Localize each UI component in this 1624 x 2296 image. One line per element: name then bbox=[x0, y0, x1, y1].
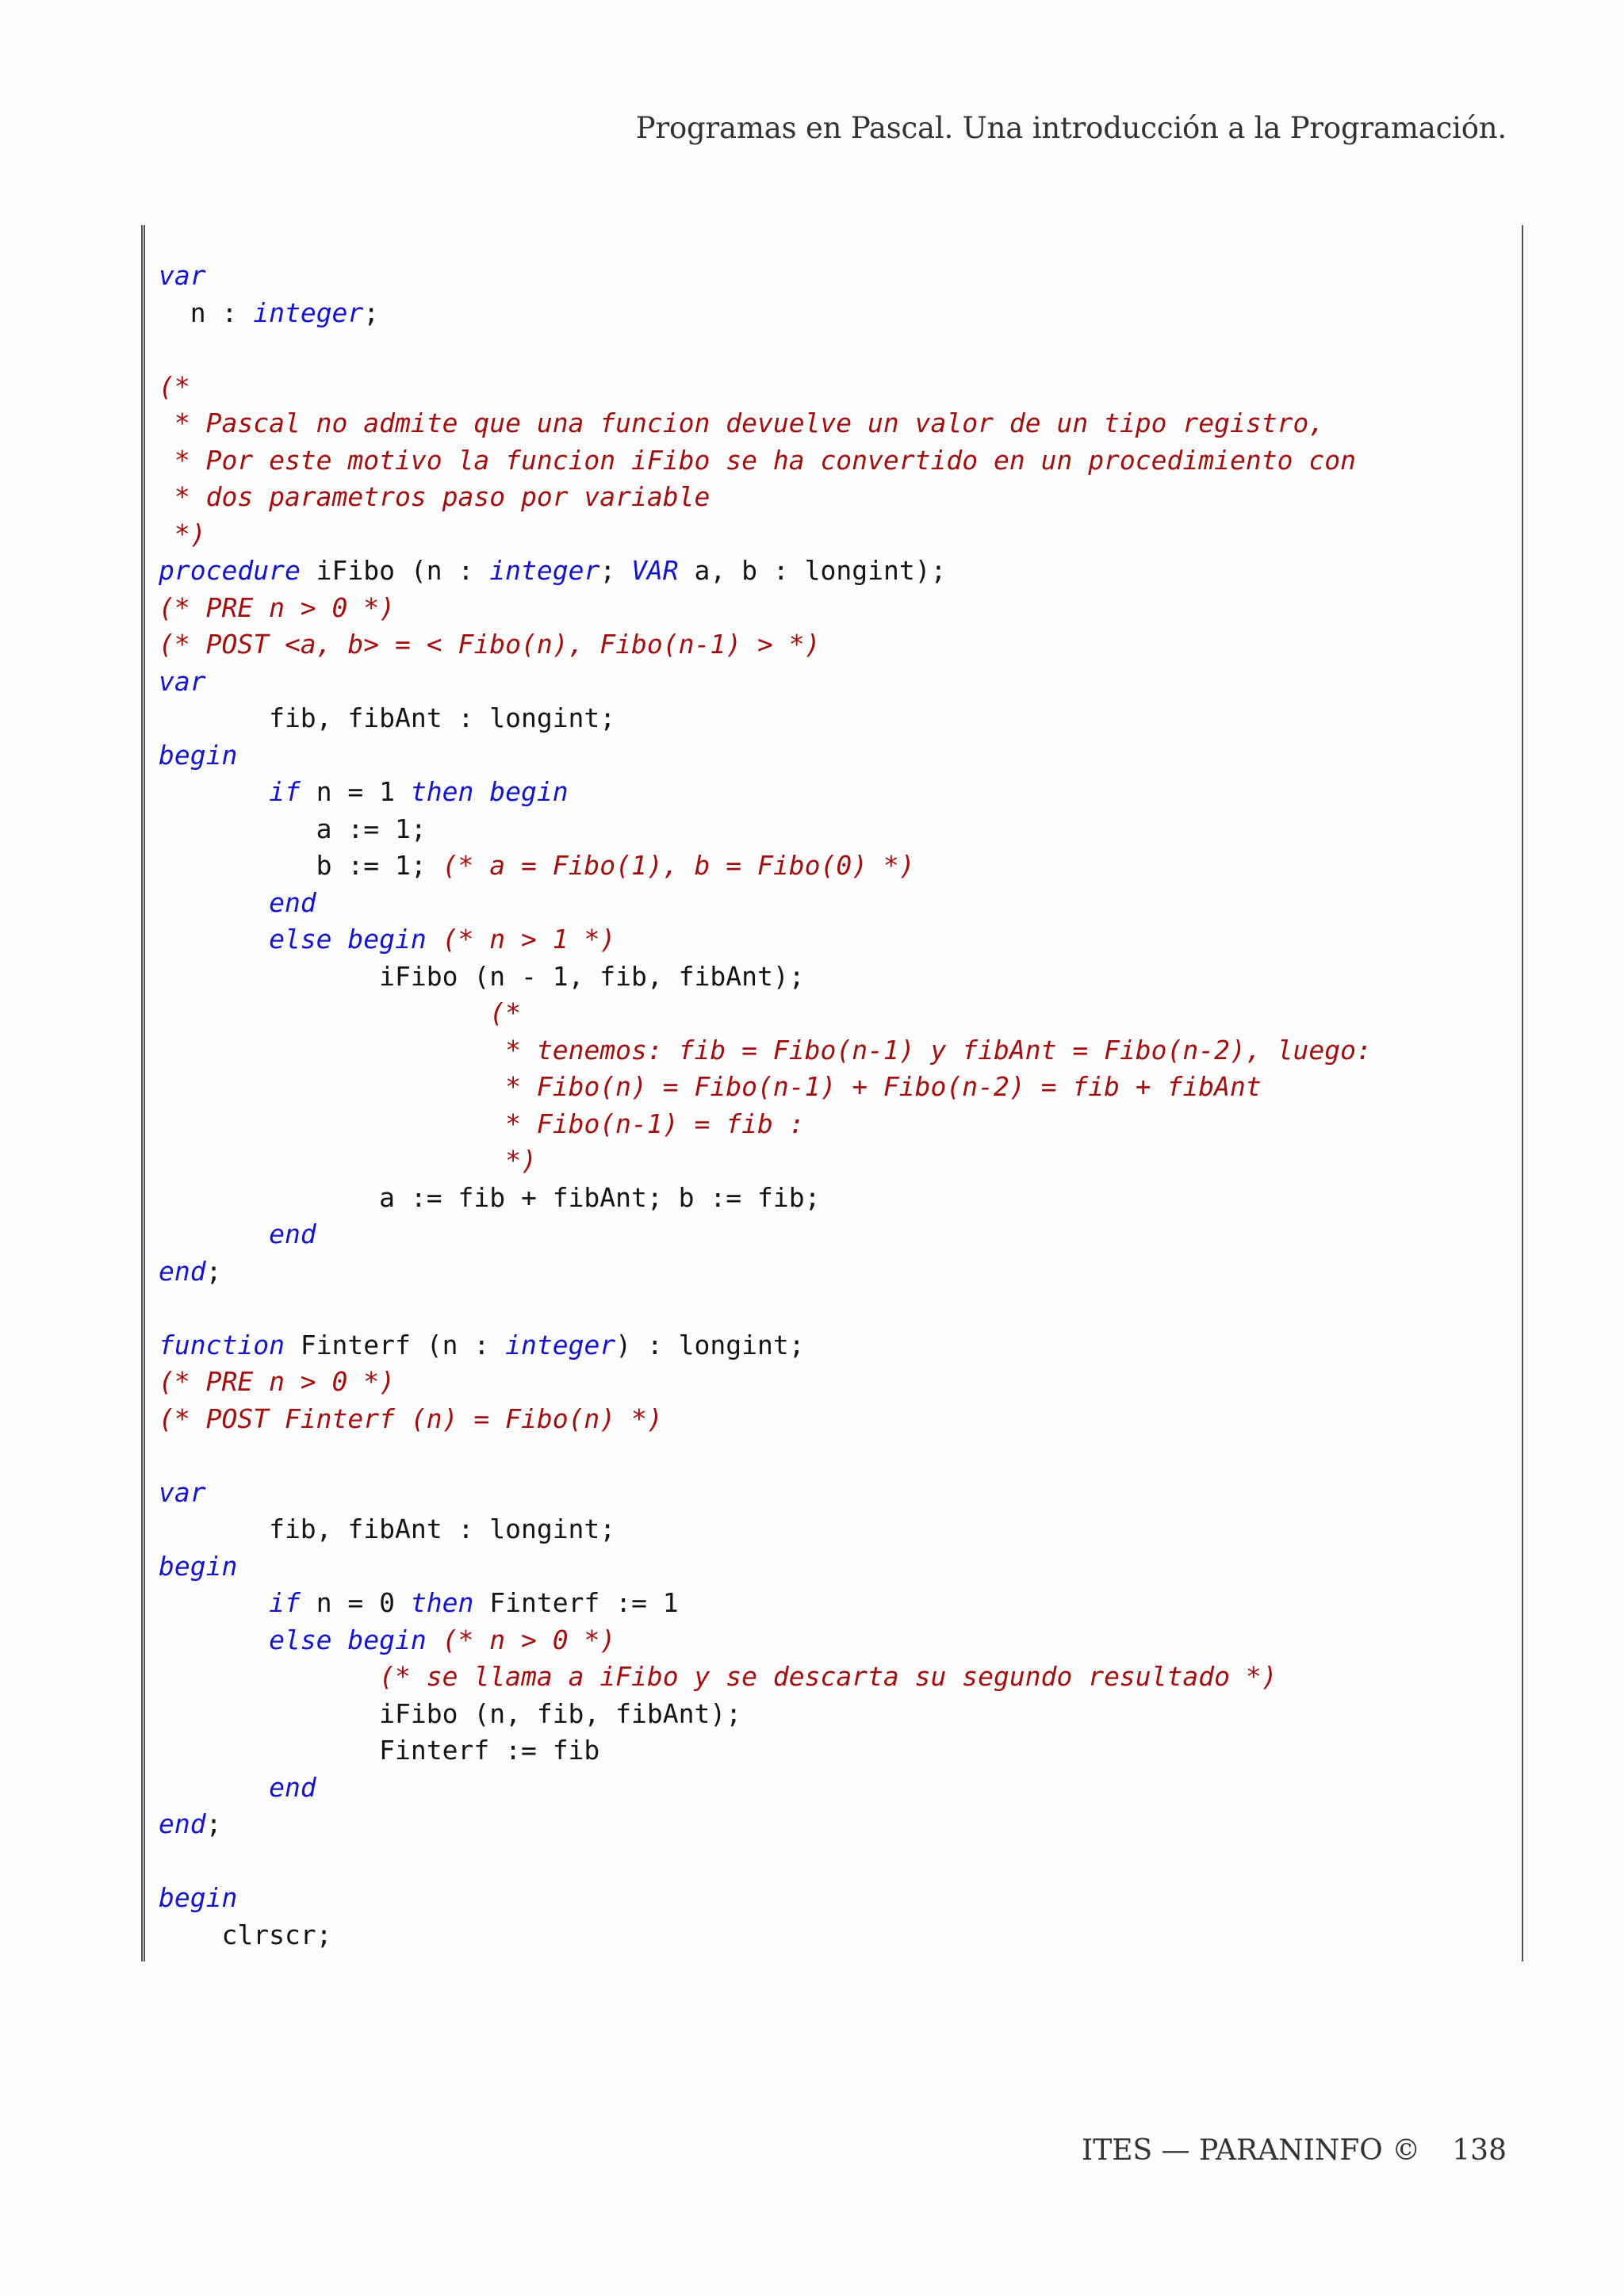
code-text bbox=[159, 887, 269, 918]
code-line bbox=[159, 626, 1507, 664]
comment: * Pascal no admite que una funcion devuelve un valor de un tipo registro, bbox=[159, 408, 1325, 438]
code-line bbox=[159, 959, 1507, 996]
code-line bbox=[159, 1622, 1507, 1659]
code-line bbox=[159, 1032, 1507, 1070]
code-line bbox=[159, 1106, 1507, 1143]
page-header bbox=[636, 111, 1507, 145]
code-line bbox=[159, 442, 1507, 480]
code-line bbox=[159, 774, 1507, 811]
comment: (* n > 1 *) bbox=[442, 924, 616, 955]
keyword: end bbox=[269, 1771, 316, 1803]
code-line bbox=[159, 1659, 1507, 1696]
code-line bbox=[159, 590, 1507, 627]
keyword: then begin bbox=[410, 776, 569, 807]
comment: (* bbox=[489, 997, 521, 1028]
comment: (* PRE n > 0 *) bbox=[159, 1366, 396, 1397]
keyword: integer bbox=[505, 1329, 616, 1360]
code-text bbox=[159, 776, 269, 807]
keyword: end bbox=[269, 886, 316, 918]
code-text: ; bbox=[205, 1255, 222, 1287]
comment: (* bbox=[159, 370, 190, 402]
code-line bbox=[159, 1216, 1507, 1253]
code-text: b := 1; bbox=[159, 850, 442, 881]
code-line bbox=[159, 1253, 1507, 1291]
code-text: Finterf (n : bbox=[284, 1329, 506, 1360]
page-number: 138 bbox=[1452, 2134, 1507, 2167]
keyword: else begin bbox=[269, 924, 427, 955]
code-text bbox=[159, 1661, 379, 1692]
code-line bbox=[159, 1696, 1507, 1733]
code-line bbox=[159, 1511, 1507, 1548]
code-text: a := fib + fibAnt; b := fib; bbox=[159, 1181, 821, 1213]
code-text: ; bbox=[205, 1808, 222, 1839]
code-line bbox=[159, 258, 1507, 295]
code-line bbox=[159, 921, 1507, 959]
code-line bbox=[159, 405, 1507, 442]
keyword: VAR bbox=[631, 555, 679, 586]
code-line bbox=[159, 1069, 1507, 1106]
code-line bbox=[159, 1180, 1507, 1217]
code-line bbox=[159, 295, 1507, 332]
running-title: Programas en Pascal. Una introducción a la Programación. bbox=[635, 111, 1507, 145]
code-text bbox=[159, 1035, 489, 1066]
comment: * Fibo(n-1) = fib : bbox=[489, 1108, 805, 1139]
code-text: iFibo (n - 1, fib, fibAnt); bbox=[159, 960, 805, 992]
code-text: fib, fibAnt : longint; bbox=[159, 702, 616, 733]
code-text: iFibo (n : bbox=[300, 555, 490, 586]
code-line bbox=[159, 811, 1507, 848]
keyword: end bbox=[159, 1808, 206, 1839]
code-text: Finterf := fib bbox=[159, 1735, 600, 1766]
code-line bbox=[159, 885, 1507, 922]
keyword: end bbox=[269, 1219, 316, 1249]
comment: * tenemos: fib = Fibo(n-1) y fibAnt = Fibo(n-2), luego: bbox=[489, 1034, 1372, 1066]
comment: * dos parametros paso por variable bbox=[159, 481, 710, 512]
code-line bbox=[159, 1364, 1507, 1401]
code-line bbox=[159, 553, 1507, 590]
code-line bbox=[159, 848, 1507, 885]
code-line bbox=[159, 1475, 1507, 1512]
code-line bbox=[159, 1401, 1507, 1438]
keyword: function bbox=[159, 1329, 285, 1360]
code-text: ; bbox=[363, 297, 380, 328]
code-text bbox=[159, 1624, 269, 1655]
keyword: if bbox=[269, 776, 301, 807]
comment: (* POST Finterf (n) = Fibo(n) *) bbox=[159, 1402, 663, 1434]
code-text: fib, fibAnt : longint; bbox=[159, 1513, 616, 1544]
code-line bbox=[159, 369, 1507, 406]
code-line bbox=[159, 1880, 1507, 1917]
code-text: Finterf := 1 bbox=[473, 1587, 679, 1618]
keyword: var bbox=[159, 260, 206, 291]
comment: (* n > 0 *) bbox=[442, 1624, 616, 1655]
code-text: iFibo (n, fib, fibAnt); bbox=[159, 1697, 742, 1729]
page-footer bbox=[1082, 2134, 1507, 2167]
keyword: integer bbox=[489, 555, 600, 586]
code-line bbox=[159, 1548, 1507, 1586]
keyword: procedure bbox=[159, 555, 301, 586]
comment: *) bbox=[489, 1145, 537, 1176]
keyword: else begin bbox=[269, 1624, 427, 1655]
code-text bbox=[159, 924, 269, 955]
code-text bbox=[159, 1587, 269, 1618]
code-text: ; bbox=[599, 555, 632, 586]
code-line bbox=[159, 737, 1507, 775]
code-line bbox=[159, 479, 1507, 516]
code-text: clrscr; bbox=[159, 1919, 332, 1950]
publisher-credit: ITES — PARANINFO © bbox=[1082, 2134, 1421, 2167]
code-line bbox=[159, 995, 1507, 1032]
code-line bbox=[159, 1437, 1507, 1475]
code-text bbox=[427, 924, 442, 955]
code-line bbox=[159, 1917, 1507, 1954]
keyword: if bbox=[269, 1587, 301, 1618]
code-text bbox=[159, 1145, 489, 1176]
comment: (* PRE n > 0 *) bbox=[159, 591, 396, 623]
keyword: begin bbox=[159, 739, 238, 771]
code-line bbox=[159, 664, 1507, 701]
code-listing bbox=[159, 258, 1507, 1954]
keyword: var bbox=[159, 665, 206, 697]
keyword: begin bbox=[159, 1550, 238, 1582]
code-text: a := 1; bbox=[159, 813, 427, 844]
comment: * Fibo(n) = Fibo(n-1) + Fibo(n-2) = fib + fibAnt bbox=[489, 1071, 1262, 1102]
code-line bbox=[159, 331, 1507, 369]
code-line bbox=[159, 1770, 1507, 1807]
comment: (* a = Fibo(1), b = Fibo(0) *) bbox=[442, 850, 915, 881]
comment: (* se llama a iFibo y se descarta su segundo resultado *) bbox=[379, 1661, 1277, 1692]
code-line bbox=[159, 1585, 1507, 1622]
code-line bbox=[159, 1290, 1507, 1327]
keyword: begin bbox=[159, 1882, 238, 1913]
keyword: var bbox=[159, 1476, 206, 1508]
code-text: n : bbox=[159, 297, 254, 328]
code-text bbox=[159, 1108, 489, 1139]
code-line bbox=[159, 1142, 1507, 1180]
code-line bbox=[159, 1806, 1507, 1843]
comment: * Por este motivo la funcion iFibo se ha convertido en un procedimiento con bbox=[159, 444, 1356, 476]
code-line bbox=[159, 1843, 1507, 1881]
code-text bbox=[159, 1071, 489, 1102]
code-text bbox=[427, 1624, 442, 1655]
code-line bbox=[159, 1732, 1507, 1770]
keyword: integer bbox=[253, 297, 364, 328]
code-text: a, b : longint); bbox=[678, 555, 947, 586]
code-line bbox=[159, 1327, 1507, 1364]
comment: (* POST <a, b> = < Fibo(n), Fibo(n-1) > *) bbox=[159, 629, 821, 660]
code-line bbox=[159, 700, 1507, 737]
code-text bbox=[159, 1219, 269, 1249]
comment: *) bbox=[159, 518, 206, 549]
code-text: ) : longint; bbox=[615, 1329, 805, 1360]
code-text: n = 1 bbox=[300, 776, 411, 807]
code-text bbox=[159, 997, 489, 1028]
code-text: n = 0 bbox=[300, 1587, 411, 1618]
keyword: end bbox=[159, 1255, 206, 1287]
keyword: then bbox=[410, 1587, 474, 1618]
code-text bbox=[159, 1772, 269, 1803]
code-line bbox=[159, 516, 1507, 553]
